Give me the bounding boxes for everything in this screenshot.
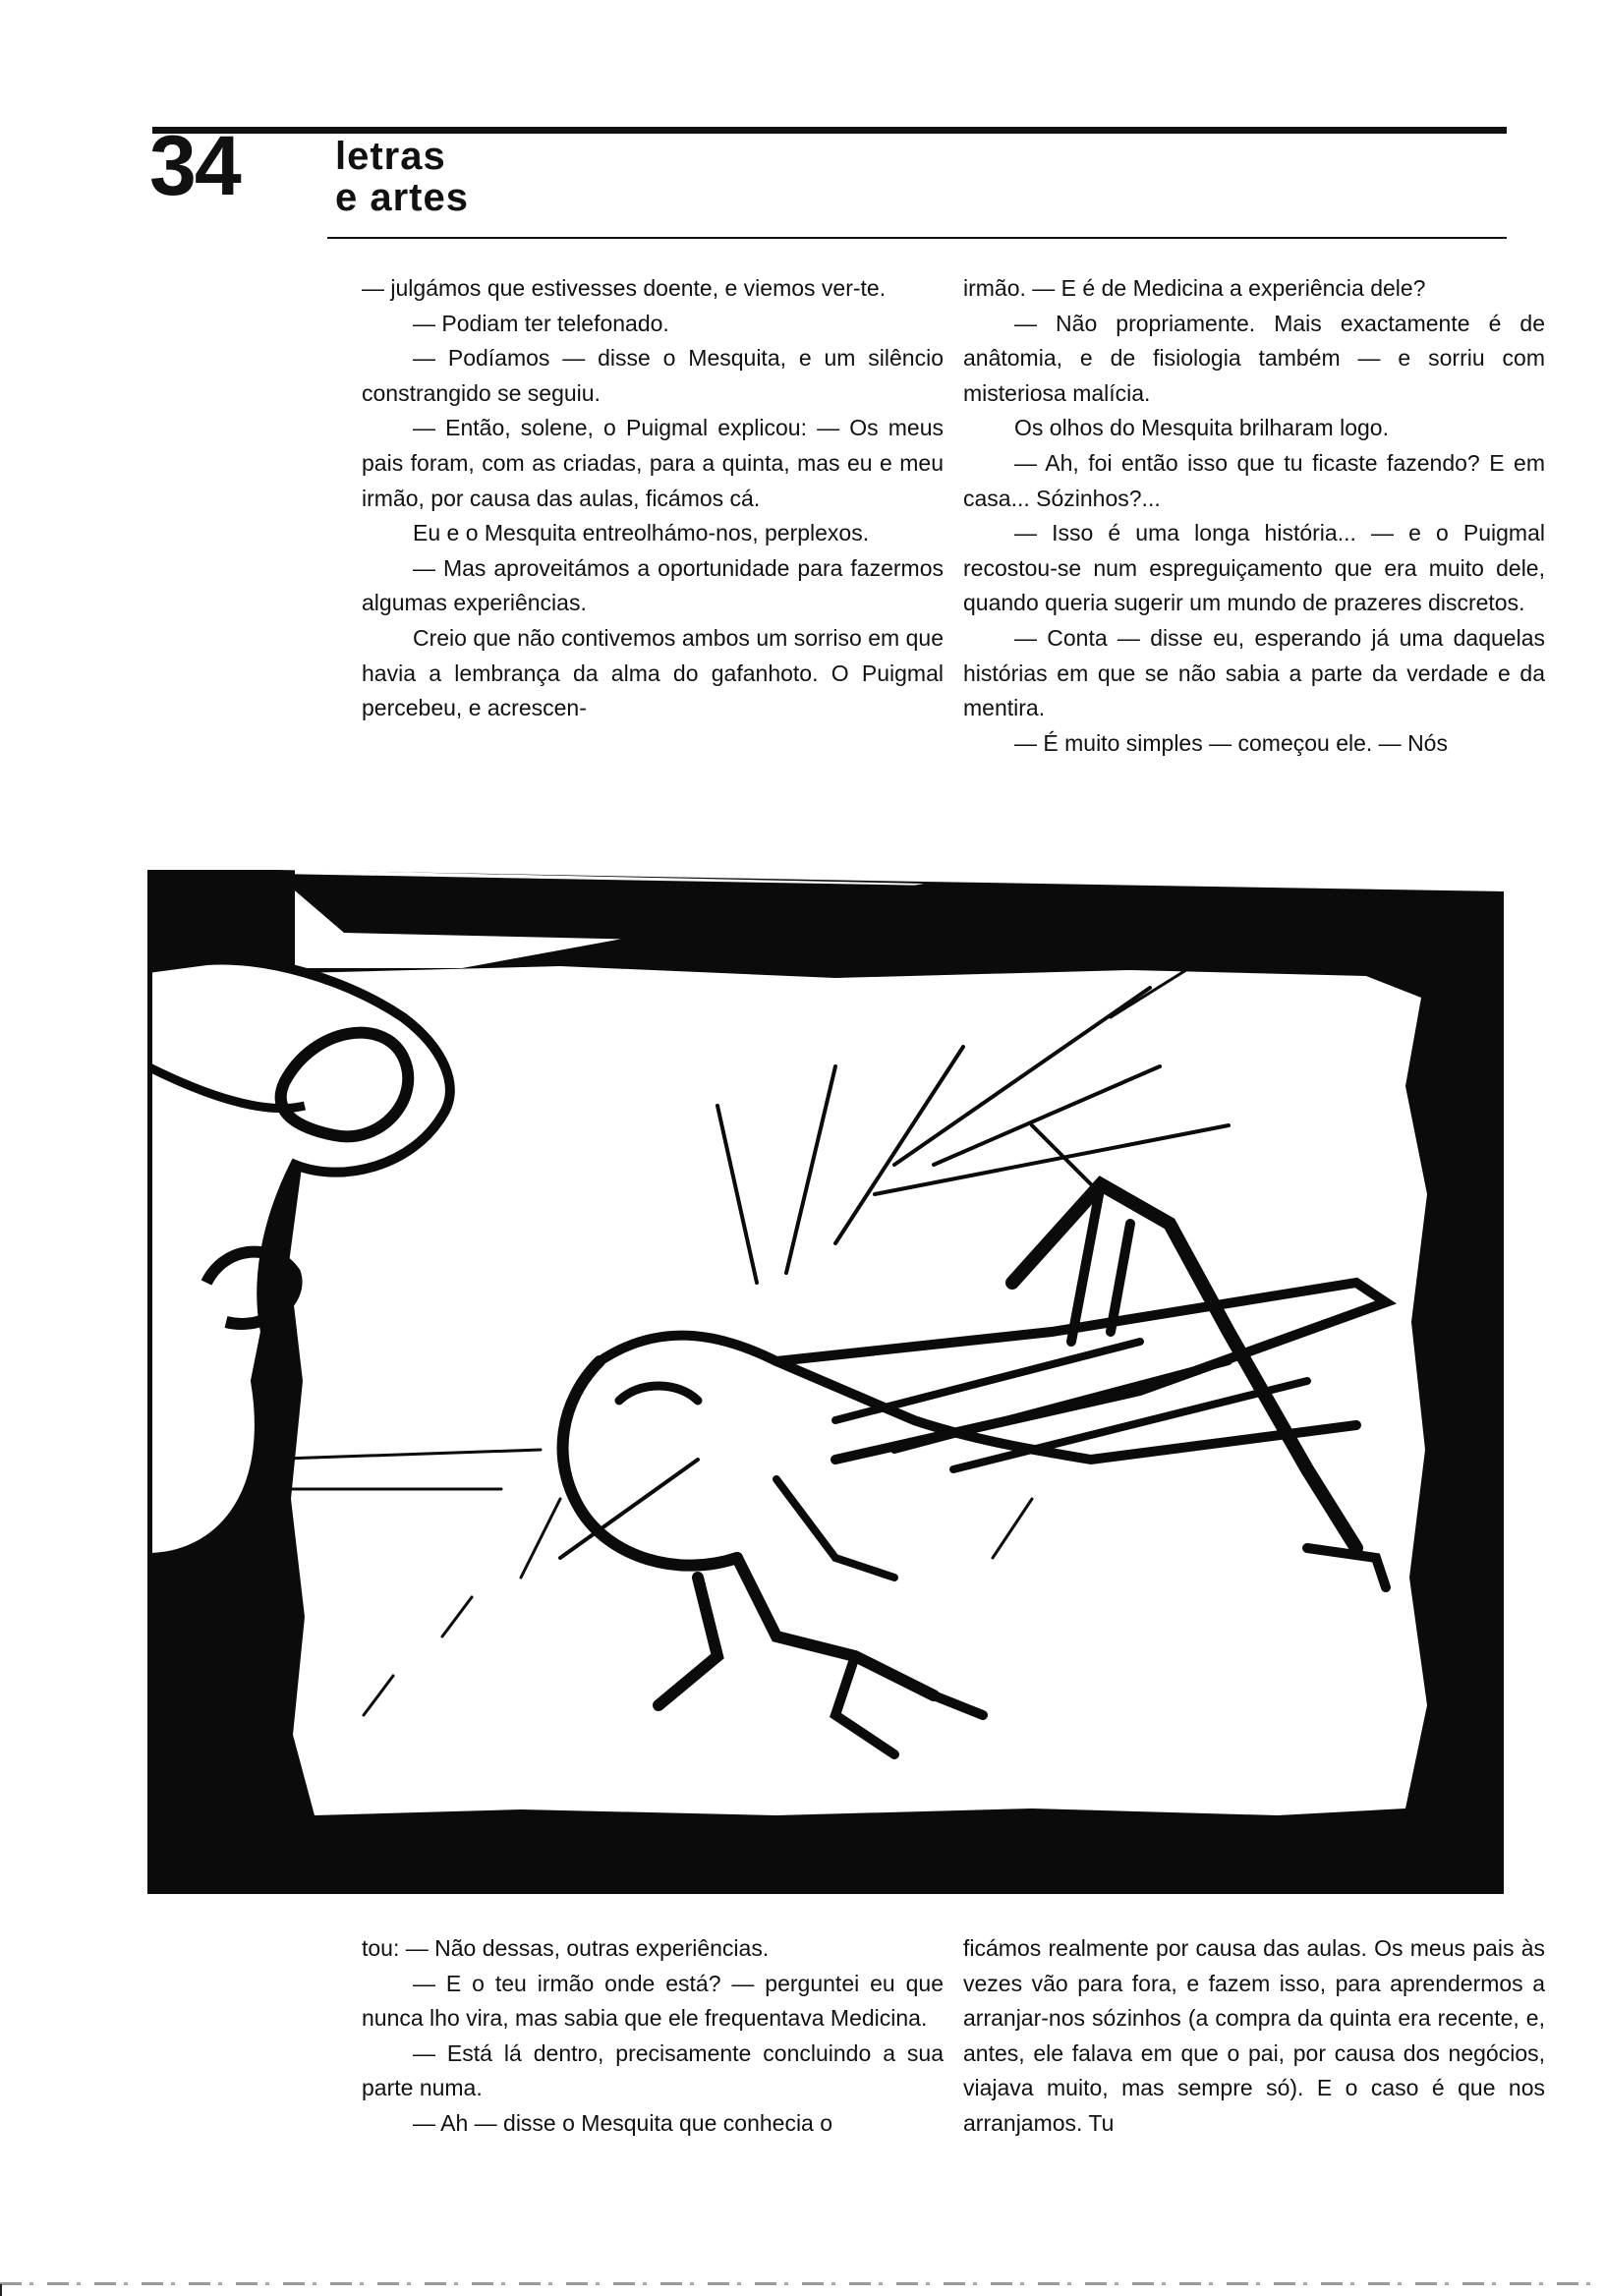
paragraph: — Conta — disse eu, esperando já uma daquelas histórias em que se não sabia a parte da verdade e da mentira. (963, 624, 1545, 721)
scan-edge-mark (0, 2284, 2, 2296)
grasshopper-illustration (147, 870, 1504, 1894)
paragraph: — Isso é uma longa história... — e o Puigmal recostou-se num espreguiçamento que era muito dele, quando queria sugerir um mundo de prazeres discretos. (963, 520, 1545, 616)
text-column-top-left (362, 271, 944, 726)
paragraph: — Mas aproveitámos a oportunidade para fazermos algumas experiências. (362, 554, 944, 616)
paragraph: — Não propriamente. Mais exactamente é de anâtomia, e de fisiologia também — e sorriu com misteriosa malícia. (963, 310, 1545, 406)
paragraph: Os olhos do Mesquita brilharam logo. (1014, 415, 1389, 441)
paragraph: — Podíamos — disse o Mesquita, e um silêncio constrangido se seguiu. (362, 345, 944, 406)
paragraph: — Ah — disse o Mesquita que conhecia o (413, 2109, 833, 2136)
paragraph: ficámos realmente por causa das aulas. Os meus pais às vezes vão para fora, e fazem isso, para aprendermos a arranjar-nos sózinhos (a compra da quinta era recente, e, antes, ele falava em que o pai, por causa dos negócios, viajava muito, mas sempre só). E o caso é que nos arranjamos. Tu (963, 1935, 1545, 2136)
page-number: 34 (149, 119, 240, 213)
paragraph: tou: — Não dessas, outras experiências. (362, 1935, 770, 1961)
section-title-line-1: letras (335, 135, 446, 178)
paragraph: Creio que não contivemos ambos um sorriso em que havia a lembrança da alma do gafanhoto. O Puigmal percebeu, e acrescen- (362, 624, 944, 721)
scan-edge-noise (0, 2282, 1604, 2285)
header-rule-bottom (327, 237, 1507, 239)
header-rule-top (152, 127, 1507, 134)
paragraph: — julgámos que estivesses doente, e viemos ver-te. (362, 275, 887, 301)
paragraph: irmão. — E é de Medicina a experiência dele? (963, 275, 1426, 301)
text-column-bottom-right (963, 1931, 1545, 2142)
text-column-bottom-left (362, 1931, 944, 2142)
section-title-line-2: e artes (335, 176, 469, 219)
text-column-top-right (963, 271, 1545, 761)
paragraph: — Podiam ter telefonado. (413, 310, 669, 336)
section-title (335, 136, 469, 218)
paragraph: — É muito simples — começou ele. — Nós (1014, 729, 1448, 756)
paragraph: Eu e o Mesquita entreolhámo-nos, perplexos. (413, 520, 870, 546)
paragraph: — E o teu irmão onde está? — perguntei eu que nunca lho vira, mas sabia que ele frequentava Medicina. (362, 1970, 944, 2032)
paragraph: — Ah, foi então isso que tu ficaste fazendo? E em casa... Sózinhos?... (963, 449, 1545, 511)
paragraph: — Está lá dentro, precisamente concluindo a sua parte numa. (362, 2039, 944, 2101)
paragraph: — Então, solene, o Puigmal explicou: — Os meus pais foram, com as criadas, para a quinta, mas eu e meu irmão, por causa das aulas, ficámos cá. (362, 415, 944, 511)
